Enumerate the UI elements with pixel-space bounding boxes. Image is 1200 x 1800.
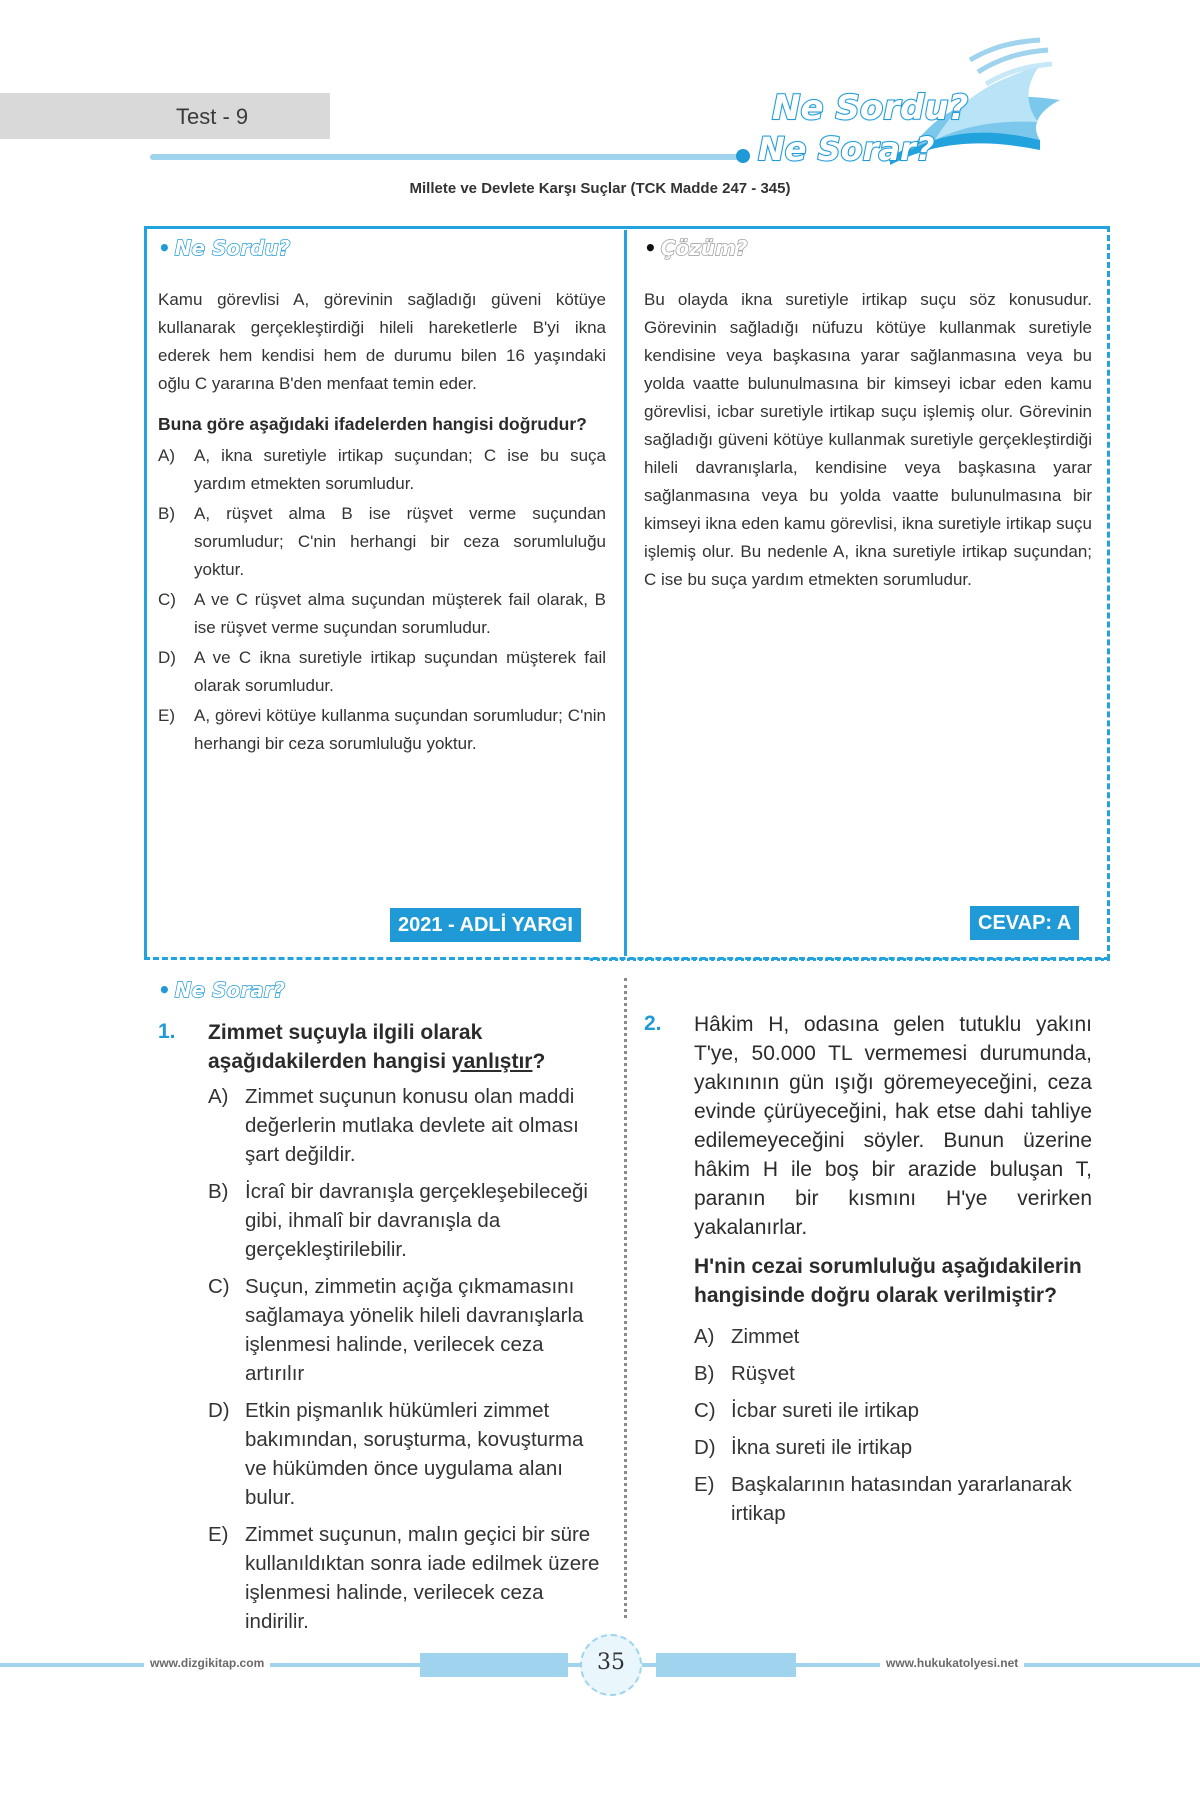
question-2-stem: H'nin cezai sorumluluğu aşağıdakilerin hangisinde doğru olarak verilmiştir?	[694, 1255, 1082, 1307]
q1-option-d: D) Etkin pişmanlık hükümleri zimmet bakımından, soruşturma, kovuşturma ve hükümden önce uygulama alanı bulur.	[208, 1399, 584, 1509]
answer-options	[158, 442, 606, 758]
page-subtitle: Millete ve Devlete Karşı Suçlar (TCK Madde 247 - 345)	[409, 180, 791, 197]
header-rule	[150, 154, 740, 160]
bullet-icon: •	[158, 978, 171, 1002]
question-2	[694, 1010, 1092, 1536]
box-bottom-dots	[590, 958, 1110, 961]
option-c: C) A ve C rüşvet alma suçundan müşterek fail olarak, B ise rüşvet verme suçundan sorumludur.	[158, 590, 606, 637]
footer-block-right	[656, 1653, 796, 1677]
test-tab	[0, 93, 330, 139]
bottom-column-divider	[624, 978, 627, 1618]
solution-text: Bu olayda ikna suretiyle irtikap suçu söz konusudur. Görevinin sağladığı nüfuzu kötüye kullanmak suretiyle kendisine veya başkasına yarar sağlanmasına veya bu yolda vaatte bulunulmasına bir kimseyi icbar eden kamu görevlisi, icbar suretiyle irtikap suçu işlemiş olur. Görevinin sağladığı güveni kötüye kullanmak suretiyle gerçekleştirdiği hileli davranışlarla, kendisine veya başkasına yarar sağlanmasına veya bu yolda vaatte bulunulmasına bir kimseyi ikna eden kamu görevlisi, ikna suretiyle irtikap suçu işlemiş olur. Bu nedenle A, ikna suretiyle irtikap suçundan; C ise bu suça yardım etmekten sorumludur.	[644, 290, 1092, 589]
logo-line-2: Ne Sorar?	[758, 130, 935, 168]
test-label: Test - 9	[176, 104, 249, 129]
answer-badge: CEVAP: A	[970, 906, 1079, 940]
question-2-options	[694, 1322, 1092, 1528]
bullet-icon: •	[644, 236, 657, 260]
ne-sordu-content	[158, 286, 606, 760]
q2-option-e: E) Başkalarının hatasından yararlanarak irtikap	[694, 1473, 1072, 1525]
option-a: A) A, ikna suretiyle irtikap suçundan; C ise bu suça yardım etmekten sorumludur.	[158, 446, 606, 493]
option-b: B) A, rüşvet alma B ise rüşvet verme suçundan sorumludur; C'nin herhangi bir ceza sorumluluğu yoktur.	[158, 504, 606, 579]
example-box-divider	[624, 230, 627, 956]
ne-sordu-ne-sorar-logo	[740, 30, 1090, 170]
q2-option-a: A) Zimmet	[694, 1325, 800, 1348]
cozum-tag: • Çözüm?	[644, 236, 748, 260]
footer-block-left	[420, 1653, 568, 1677]
footer-left-url: www.dizgikitap.com	[144, 1656, 270, 1670]
question-1-number: 1.	[158, 1020, 176, 1043]
q1-option-b: B) İcraî bir davranışla gerçekleşebileceği gibi, ihmalî bir davranışla da gerçekleştirilebilir.	[208, 1180, 588, 1261]
cozum-content	[644, 286, 1092, 594]
q2-option-b: B) Rüşvet	[694, 1362, 795, 1385]
question-1-stem: Zimmet suçuyla ilgili olarak aşağıdakilerden hangisi yanlıştır?	[208, 1021, 546, 1073]
q1-option-e: E) Zimmet suçunun, malın geçici bir süre kullanıldıktan sonra iade edilmek üzere işlenmesi halinde, verilecek ceza indirilir.	[208, 1523, 600, 1633]
question-2-number: 2.	[644, 1012, 662, 1035]
q2-option-c: C) İcbar sureti ile irtikap	[694, 1399, 919, 1422]
source-badge: 2021 - ADLİ YARGI	[390, 908, 581, 942]
footer-right-url: www.hukukatolyesi.net	[880, 1656, 1024, 1670]
scenario-text: Kamu görevlisi A, görevinin sağladığı güveni kötüye kullanarak gerçekleştirdiği hileli hareketlerle B'yi ikna ederek hem kendisi hem de durumu bilen 16 yaşındaki oğlu C yararına B'den menfaat temin eder.	[158, 290, 606, 393]
question-stem: Buna göre aşağıdaki ifadelerden hangisi doğrudur?	[158, 414, 587, 434]
q1-option-a: A) Zimmet suçunun konusu olan maddi değerlerin mutlaka devlete ait olması şart değildir.	[208, 1085, 579, 1166]
question-1	[208, 1018, 606, 1644]
question-1-options	[208, 1082, 606, 1636]
option-e: E) A, görevi kötüye kullanma suçundan sorumludur; C'nin herhangi bir ceza sorumluluğu yoktur.	[158, 706, 606, 753]
q2-option-d: D) İkna sureti ile irtikap	[694, 1436, 913, 1459]
q1-option-c: C) Suçun, zimmetin açığa çıkmamasını sağlamaya yönelik hileli davranışlarla işlenmesi halinde, verilecek ceza artırılır	[208, 1275, 584, 1385]
logo-line-1: Ne Sordu?	[772, 88, 969, 128]
question-2-scenario: Hâkim H, odasına gelen tutuklu yakını T'ye, 50.000 TL vermemesi durumunda, yakınının gün ışığı göremeyeceğini, ceza evinde çürüyeceğini, hak etse dahi tahliye edilemeyeceğini söyler. Bunun üzerine hâkim H ile boş bir arazide buluşan T, paranın bir kısmını H'ye verirken yakalanırlar.	[694, 1013, 1092, 1239]
ne-sorar-tag: • Ne Sorar?	[158, 978, 286, 1002]
bullet-icon: •	[158, 236, 171, 260]
ne-sordu-tag: • Ne Sordu?	[158, 236, 291, 260]
option-d: D) A ve C ikna suretiyle irtikap suçundan müşterek fail olarak sorumludur.	[158, 648, 606, 695]
page-number: 35	[597, 1650, 625, 1675]
